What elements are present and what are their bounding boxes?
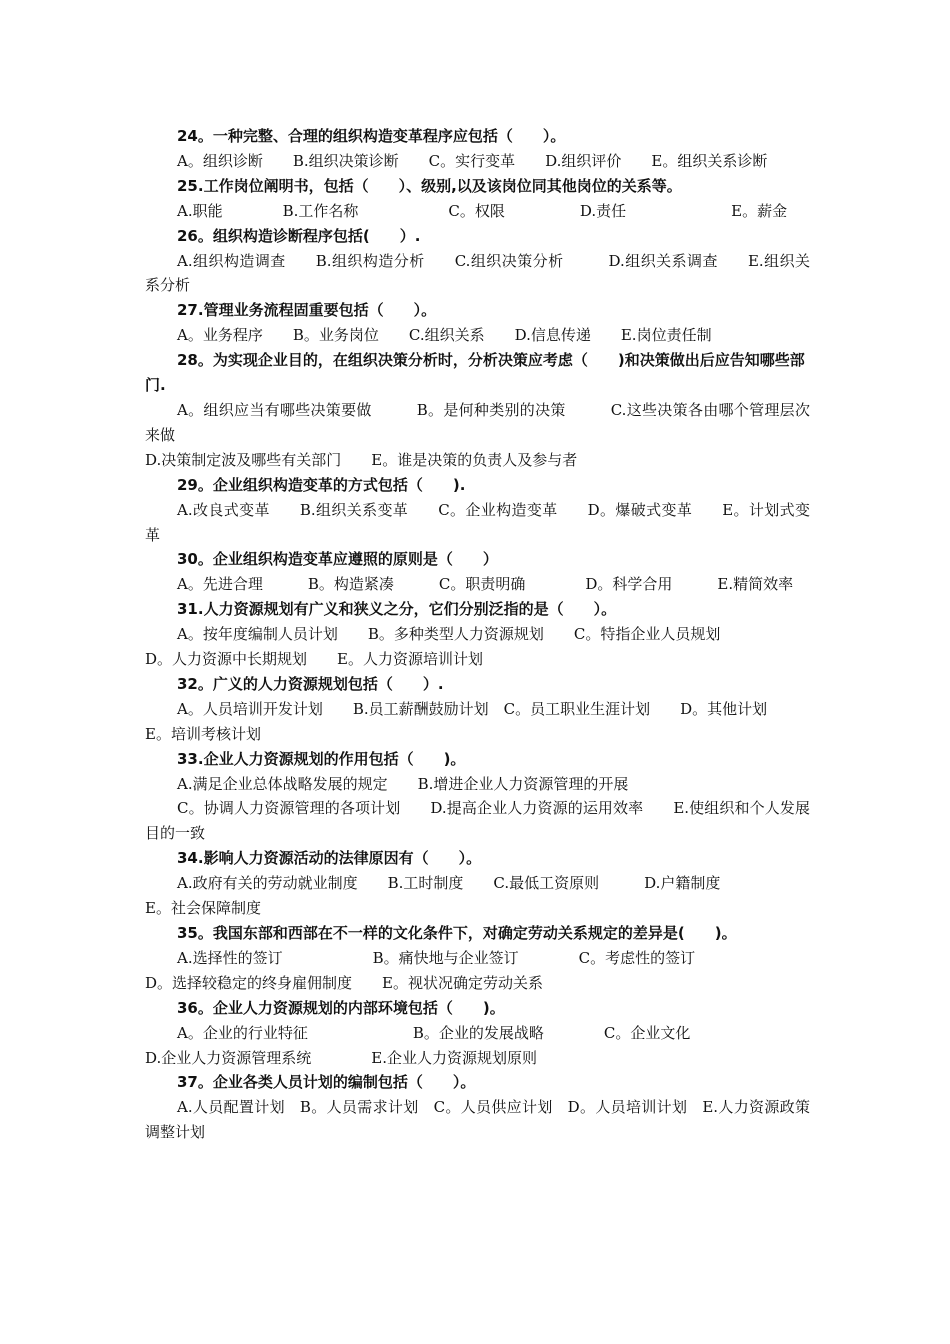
options-31 bbox=[145, 622, 810, 672]
option-b: B.组织构造分析 bbox=[315, 251, 425, 270]
option-d: D。科学合用 bbox=[585, 575, 673, 594]
options-30 bbox=[145, 572, 810, 597]
option-d: D.决策制定波及哪些有关部门 bbox=[145, 450, 342, 469]
question-33: 33.企业人力资源规划的作用包括（ )。 bbox=[177, 749, 466, 768]
option-e: E。组织关系诊断 bbox=[651, 151, 768, 170]
option-d: D。人力资源中长期规划 bbox=[145, 650, 308, 669]
option-b: B。是何种类别的决策 bbox=[416, 400, 566, 419]
option-d: D.户籍制度 bbox=[644, 874, 721, 893]
question-34: 34.影响人力资源活动的法律原因有（ ）。 bbox=[177, 849, 482, 868]
option-b: B.工作名称 bbox=[282, 201, 359, 220]
option-a: A。人员培训开发计划 bbox=[177, 699, 323, 718]
option-a: A.人员配置计划 bbox=[177, 1098, 285, 1117]
option-d: D。人员培训计划 bbox=[567, 1098, 688, 1117]
question-31: 31.人力资源规划有广义和狭义之分，它们分别泛指的是（ ）。 bbox=[177, 600, 617, 619]
question-37: 37。企业各类人员计划的编制包括（ ）。 bbox=[177, 1073, 476, 1092]
option-b: B。痛快地与企业签订 bbox=[372, 948, 519, 967]
option-d: D.责任 bbox=[579, 201, 627, 220]
option-d: D.提高企业人力资源的运用效率 bbox=[430, 799, 644, 818]
option-a: A。先进合理 bbox=[177, 575, 263, 594]
option-e: E.使组织和个人发展目的一致 bbox=[145, 799, 811, 843]
option-a: A。业务程序 bbox=[177, 326, 263, 345]
option-e: E.岗位责任制 bbox=[620, 326, 712, 345]
options-36 bbox=[145, 1021, 810, 1071]
option-a: A。按年度编制人员计划 bbox=[177, 625, 338, 644]
option-c: C。权限 bbox=[448, 201, 505, 220]
option-c: C.组织决策分析 bbox=[454, 251, 564, 270]
option-b: B.员工薪酬鼓励计划 bbox=[352, 699, 489, 718]
option-d: D.企业人力资源管理系统 bbox=[145, 1048, 312, 1067]
question-36: 36。企业人力资源规划的内部环境包括（ )。 bbox=[177, 998, 505, 1017]
option-b: B.组织决策诊断 bbox=[292, 151, 399, 170]
option-a: A。组织应当有哪些决策要做 bbox=[177, 400, 372, 419]
option-a: A.组织构造调查 bbox=[177, 251, 286, 270]
option-e: E。培训考核计划 bbox=[145, 724, 261, 743]
options-28 bbox=[145, 398, 810, 448]
option-e: E.组织关系分析 bbox=[145, 251, 811, 295]
options-26 bbox=[145, 249, 810, 299]
option-d: D。爆破式变革 bbox=[587, 500, 693, 519]
options-29 bbox=[145, 498, 810, 548]
option-e: E。视状况确定劳动关系 bbox=[382, 973, 543, 992]
option-c: C.最低工资原则 bbox=[493, 874, 600, 893]
option-b: B。多种类型人力资源规划 bbox=[367, 625, 544, 644]
option-b: B.组织关系变革 bbox=[299, 500, 409, 519]
option-b: B.工时制度 bbox=[387, 874, 464, 893]
options-35 bbox=[145, 946, 810, 996]
option-c: C。企业构造变革 bbox=[438, 500, 558, 519]
question-list bbox=[145, 124, 810, 1145]
option-b: B。业务岗位 bbox=[292, 326, 379, 345]
options-37 bbox=[145, 1095, 810, 1145]
question-35: 35。我国东部和西部在不一样的文化条件下，对确定劳动关系规定的差异是( )。 bbox=[177, 924, 737, 942]
option-c: C。职责明确 bbox=[438, 575, 526, 594]
option-a: A.改良式变革 bbox=[177, 500, 270, 519]
options-28-cont bbox=[145, 448, 810, 473]
option-e: E.人力资源政策调整计划 bbox=[145, 1098, 811, 1142]
option-e: E。薪金 bbox=[731, 201, 788, 220]
option-b: B。构造紧凑 bbox=[307, 575, 394, 594]
option-b: B.增进企业人力资源管理的开展 bbox=[417, 774, 629, 793]
question-30: 30。企业组织构造变革应遵照的原则是（ ） bbox=[177, 550, 498, 569]
options-24 bbox=[145, 149, 810, 174]
option-a: A。企业的行业特征 bbox=[177, 1023, 308, 1042]
question-29: 29。企业组织构造变革的方式包括（ ). bbox=[177, 475, 466, 494]
option-e: E。谁是决策的负责人及参与者 bbox=[371, 450, 578, 469]
option-d: D.组织关系调查 bbox=[608, 251, 718, 270]
option-d: D.组织评价 bbox=[545, 151, 622, 170]
option-c: C。协调人力资源管理的各项计划 bbox=[177, 799, 401, 818]
option-a: A.满足企业总体战略发展的规定 bbox=[177, 774, 388, 793]
option-e: E。社会保障制度 bbox=[145, 899, 261, 918]
option-c: C。员工职业生涯计划 bbox=[503, 699, 651, 718]
option-c: C.组织关系 bbox=[408, 326, 485, 345]
question-27: 27.管理业务流程固重要包括（ ）。 bbox=[177, 301, 437, 320]
options-27 bbox=[145, 323, 810, 348]
option-c: C.这些决策各由哪个管理层次来做 bbox=[145, 400, 810, 444]
question-32: 32。广义的人力资源规划包括（ ）. bbox=[177, 674, 444, 693]
option-c: C。实行变革 bbox=[428, 151, 516, 170]
option-a: A。组织诊断 bbox=[177, 151, 263, 170]
option-d: D。其他计划 bbox=[680, 699, 768, 718]
question-25: 25.工作岗位阐明书，包括（ ）、级别,以及该岗位同其他岗位的关系等。 bbox=[177, 176, 682, 195]
option-c: C。企业文化 bbox=[603, 1023, 691, 1042]
option-d: D.信息传递 bbox=[514, 326, 591, 345]
question-28: 28。为实现企业目的，在组织决策分析时，分析决策应考虑（ )和决策做出后应告知哪些部门. bbox=[145, 351, 805, 395]
question-24: 24。一种完整、合理的组织构造变革程序应包括（ ）。 bbox=[177, 127, 566, 145]
option-e: E。计划式变革 bbox=[145, 500, 811, 544]
options-34-cont bbox=[145, 896, 810, 921]
option-a: A.政府有关的劳动就业制度 bbox=[177, 874, 358, 893]
option-e: E.企业人力资源规划原则 bbox=[371, 1048, 537, 1067]
option-c: C。人员供应计划 bbox=[433, 1098, 553, 1117]
option-b: B。人员需求计划 bbox=[299, 1098, 419, 1117]
option-c: C。考虑性的签订 bbox=[578, 948, 696, 967]
question-26: 26。组织构造诊断程序包括( ）. bbox=[177, 226, 421, 245]
option-a: A.职能 bbox=[177, 201, 223, 220]
options-32 bbox=[145, 697, 810, 722]
option-a: A.选择性的签订 bbox=[177, 948, 283, 967]
option-c: C。特指企业人员规划 bbox=[573, 625, 721, 644]
option-b: B。企业的发展战略 bbox=[412, 1023, 544, 1042]
option-e: E.精简效率 bbox=[717, 575, 794, 594]
options-33-cont bbox=[145, 796, 810, 846]
options-25 bbox=[145, 199, 810, 224]
options-33 bbox=[145, 772, 810, 797]
option-d: D。选择较稳定的终身雇佣制度 bbox=[145, 973, 353, 992]
option-e: E。人力资源培训计划 bbox=[337, 650, 483, 669]
options-32-cont bbox=[145, 722, 810, 747]
options-34 bbox=[145, 871, 810, 896]
